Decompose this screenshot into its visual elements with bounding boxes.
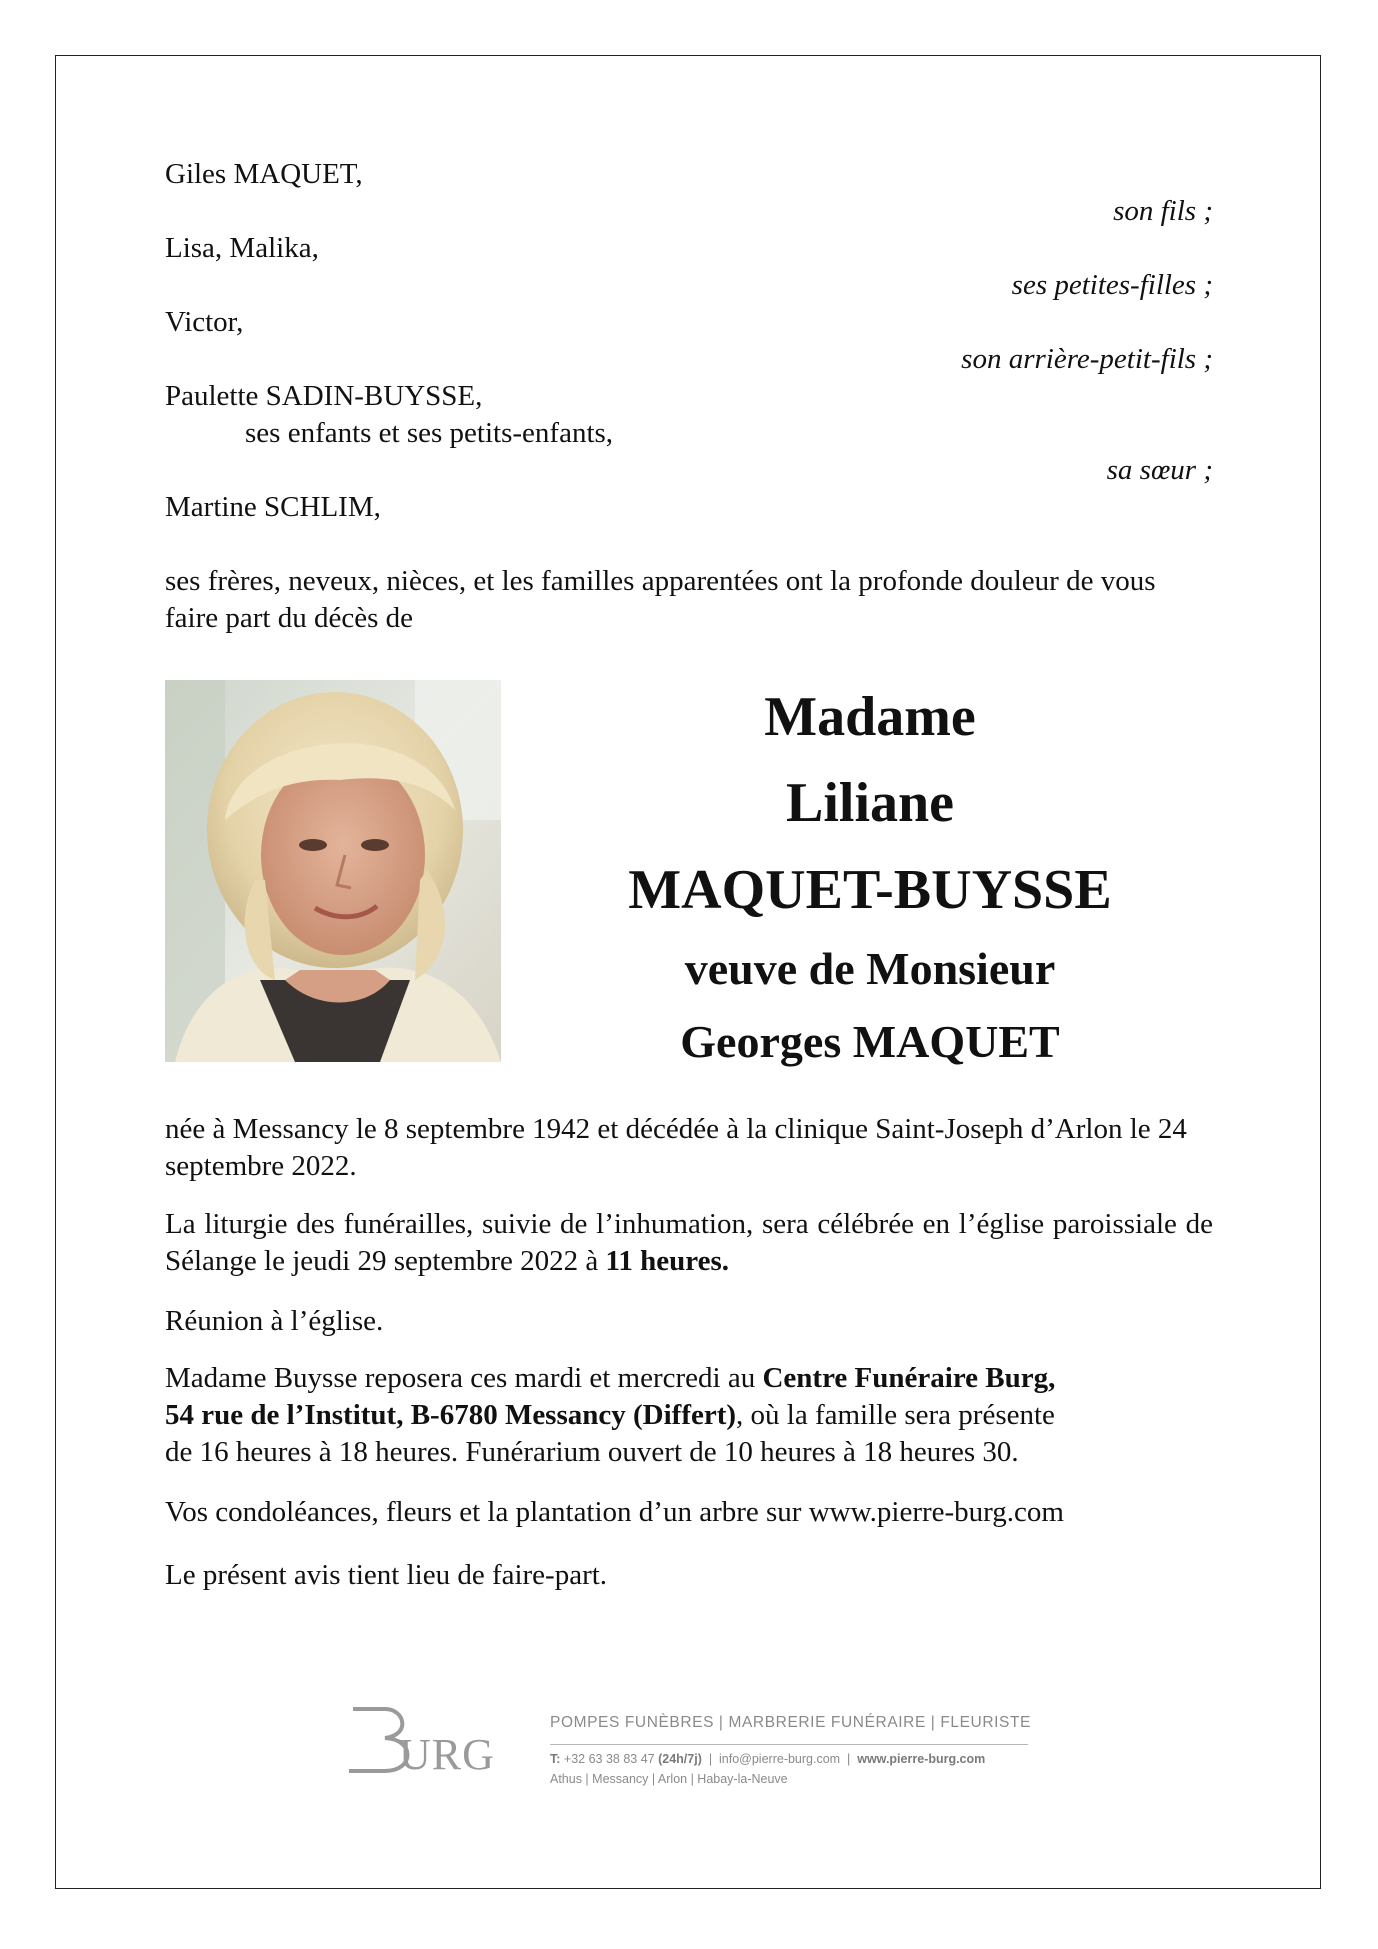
funeral-center-address: 54 rue de l’Institut, B-6780 Messancy (Differt)	[165, 1399, 737, 1431]
portrait-photo	[165, 680, 501, 1062]
repose-paragraph	[165, 1360, 1213, 1471]
repose-hours: de 16 heures à 18 heures. Funérarium ouvert de 10 heures à 18 heures 30.	[165, 1436, 1019, 1468]
family-name-giles: Giles MAQUET,	[165, 158, 363, 190]
phone-hours: (24h/7j)	[658, 1752, 702, 1766]
family-name-lisa-malika: Lisa, Malika,	[165, 232, 319, 264]
contact-sep: |	[705, 1752, 720, 1766]
liturgy-paragraph	[165, 1206, 1213, 1280]
birth-death-paragraph: née à Messancy le 8 septembre 1942 et décédée à la clinique Saint-Joseph d’Arlon le 24 septembre 2022.	[165, 1113, 1187, 1182]
deceased-first-name: Liliane	[785, 772, 955, 834]
contact-sep: |	[840, 1752, 858, 1766]
family-sub-children: ses enfants et ses petits-enfants,	[245, 417, 614, 449]
repose-family-present: , où la famille sera présente	[736, 1399, 1055, 1431]
phone-number[interactable]: +32 63 38 83 47	[563, 1752, 655, 1766]
footer-contact	[550, 1752, 985, 1766]
condolences-paragraph: Vos condoléances, fleurs et la plantation d’un arbre sur www.pierre-burg.com	[165, 1496, 1064, 1528]
svg-text:URG: URG	[399, 1730, 495, 1775]
intro-paragraph: ses frères, neveux, nièces, et les familles apparentées ont la profonde douleur de vous faire part du décès de	[165, 565, 1156, 634]
notice-paragraph: Le présent avis tient lieu de faire-part.	[165, 1559, 608, 1591]
funeral-center-name: Centre Funéraire Burg,	[762, 1362, 1056, 1394]
family-name-martine: Martine SCHLIM,	[165, 491, 381, 523]
footer-divider	[550, 1744, 1028, 1745]
liturgy-text: La liturgie des funérailles, suivie de l’inhumation, sera célébrée en l’église paroissiale de Sélange le jeudi 29 septembre 2022 à	[165, 1208, 1213, 1277]
footer-services: POMPES FUNÈBRES | MARBRERIE FUNÉRAIRE | FLEURISTE	[550, 1714, 1031, 1731]
family-name-victor: Victor,	[165, 306, 244, 338]
spouse-name: Georges MAQUET	[680, 1016, 1060, 1067]
deceased-surname: MAQUET-BUYSSE	[628, 859, 1112, 921]
deceased-title: Madame	[764, 686, 976, 748]
meeting-paragraph: Réunion à l’église.	[165, 1305, 384, 1337]
relation-son: son fils ;	[1113, 195, 1213, 227]
relation-granddaughters: ses petites-filles ;	[1011, 269, 1213, 301]
burg-logo	[345, 1705, 510, 1775]
family-name-paulette: Paulette SADIN-BUYSSE,	[165, 380, 483, 412]
relation-sister: sa sœur ;	[1106, 454, 1213, 486]
email-link[interactable]: info@pierre-burg.com	[719, 1752, 841, 1766]
widow-of-label: veuve de Monsieur	[684, 943, 1056, 994]
phone-prefix: T:	[550, 1752, 564, 1766]
liturgy-time: 11 heures.	[605, 1245, 730, 1277]
website-link[interactable]: www.pierre-burg.com	[857, 1752, 986, 1766]
relation-great-grandson: son arrière-petit-fils ;	[961, 343, 1213, 375]
footer-locations: Athus | Messancy | Arlon | Habay-la-Neuve	[550, 1772, 788, 1786]
repose-text: Madame Buysse reposera ces mardi et mercredi au	[165, 1362, 763, 1394]
